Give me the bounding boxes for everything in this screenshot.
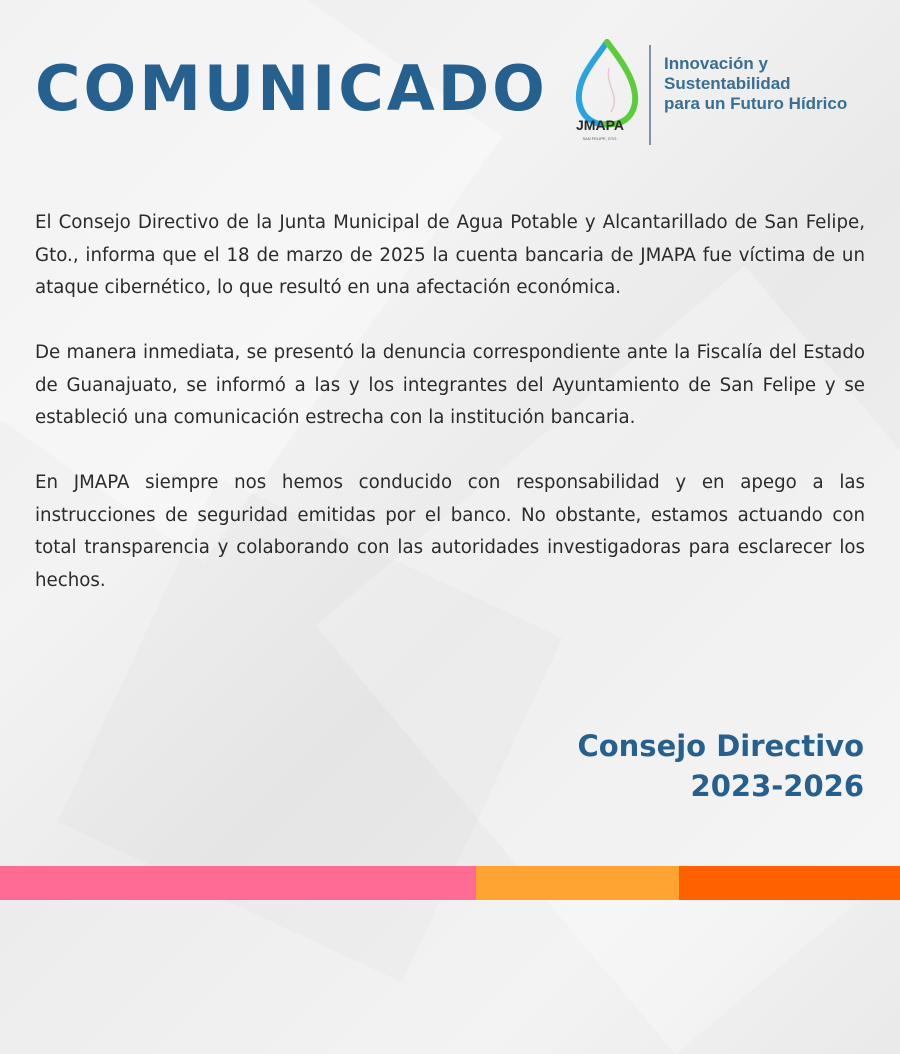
water-drop-icon (565, 38, 655, 150)
paragraph: De manera inmediata, se presentó la denuncia correspondiente ante la Fiscalía del Estado de Guanajuato, se informó a las y los integrantes del Ayuntamiento de San Felipe y se estableció una comunicación estrecha con la institución bancaria. (35, 342, 865, 428)
divider (649, 45, 651, 145)
tagline-line: Innovación y (664, 54, 768, 73)
page-title: COMUNICADO (35, 52, 548, 125)
tagline (664, 54, 847, 114)
paragraph: El Consejo Directivo de la Junta Municipal de Agua Potable y Alcantarillado de San Felipe, Gto., informa que el 18 de marzo de 2025 la cuenta bancaria de JMAPA fue víctima de un ataque cibernético, lo que resultó en una afectación económica. (35, 212, 865, 298)
signature (577, 726, 864, 806)
footer-bar-pink (0, 866, 476, 900)
tagline-line: Sustentabilidad (664, 74, 791, 93)
tagline-line: para un Futuro Hídrico (664, 94, 848, 113)
logo-name: JMAPA (576, 117, 624, 133)
logo-subtitle: SAN FELIPE, GTO. (582, 136, 618, 141)
statement-body (35, 207, 865, 630)
paragraph: En JMAPA siempre nos hemos conducido con responsabilidad y en apego a las instrucciones de seguridad emitidas por el banco. No obstante, estamos actuando con total transparencia y colaborando con las autoridades investigadoras para esclarecer los hechos. (35, 472, 865, 591)
signature-title: Consejo Directivo (577, 729, 864, 763)
footer-bar-orange (679, 866, 900, 900)
footer-bar-amber (476, 866, 679, 900)
signature-period: 2023-2026 (690, 769, 864, 803)
